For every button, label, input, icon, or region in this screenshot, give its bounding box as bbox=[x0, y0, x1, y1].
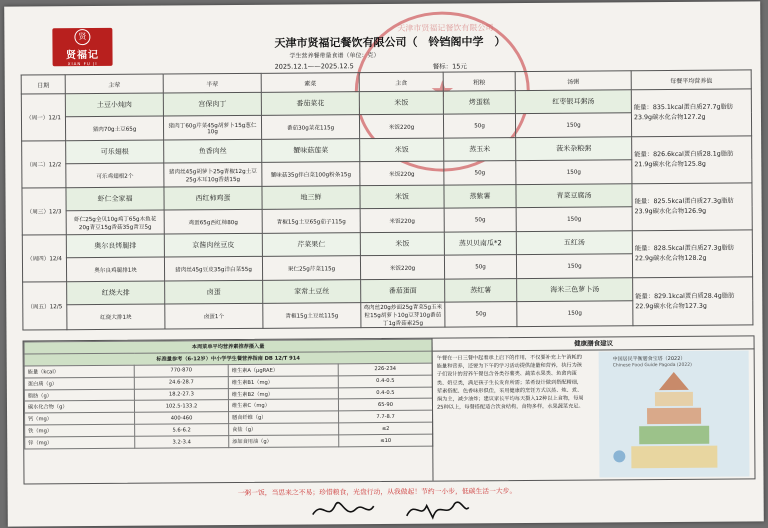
col-veg: 素菜 bbox=[261, 73, 359, 93]
menu-sheet bbox=[4, 1, 764, 526]
nutrient-value: 0.4-0.5 bbox=[338, 387, 432, 400]
menu-day-row bbox=[22, 136, 752, 164]
nutrient-value: ≤10 bbox=[339, 434, 433, 447]
veg-weight: 果仁25g芹菜115g bbox=[262, 256, 360, 281]
day-label: （周三）12/3 bbox=[22, 188, 66, 235]
nutrition-standard: 标准量参考（6-12岁）中小学学生餐营养指南 DB 12/T 914 bbox=[24, 351, 432, 366]
grain-dish: 烤蛋糕 bbox=[443, 91, 515, 115]
meal-price: 餐标：15元 bbox=[432, 62, 467, 71]
logo-mark-icon: 贤 bbox=[74, 29, 90, 45]
veg-weight: 青椒15g土豆丝115g bbox=[263, 303, 361, 329]
nutrient-value: 5.6-6.2 bbox=[135, 424, 229, 437]
soup-dish: 菠米杂粮粥 bbox=[516, 137, 632, 161]
veg-dish: 地三鲜 bbox=[262, 186, 360, 210]
nutrient-value: 18.2-27.3 bbox=[134, 388, 228, 401]
main-weight: 奥尔良鸡腿排1块 bbox=[66, 257, 164, 282]
seal-text: 天津市贤福记餐饮有限公司 bbox=[397, 23, 494, 33]
staple-dish: 米饭 bbox=[360, 185, 444, 209]
pagoda-title: 中国居民平衡膳食宝塔（2022） bbox=[612, 355, 686, 363]
grain-dish: 蒸红薯 bbox=[445, 279, 517, 303]
soup-dish: 五红汤 bbox=[516, 231, 632, 255]
main-weight: 红烧大排1块 bbox=[67, 304, 165, 330]
grain-weight: 50g bbox=[444, 161, 516, 186]
grain-weight: 50g bbox=[444, 208, 516, 233]
soup-weight: 150g bbox=[516, 207, 632, 232]
main-dish: 虾仁全家福 bbox=[66, 187, 164, 211]
nutrient-label: 维生素C（mg） bbox=[228, 399, 338, 412]
menu-subtitle: 学生营养餐带量食谱（单位：克） bbox=[289, 52, 380, 60]
nutrient-value: 226-234 bbox=[338, 363, 432, 376]
half-dish: 京酱肉丝豆皮 bbox=[164, 233, 262, 257]
nutrient-value: 65-90 bbox=[338, 399, 432, 412]
menu-day-row bbox=[22, 183, 752, 211]
weekly-menu-table bbox=[21, 69, 754, 330]
veg-weight: 蟹味菇35g拌白菜100g粉条15g bbox=[262, 162, 360, 187]
grain-weight: 50g bbox=[444, 255, 516, 280]
half-dish: 宫保肉丁 bbox=[163, 92, 261, 116]
veg-dish: 家常土豆丝 bbox=[263, 280, 361, 304]
nutrient-value: 7.7-8.7 bbox=[339, 411, 433, 424]
half-dish: 鱼香肉丝 bbox=[164, 139, 262, 163]
signature-1 bbox=[308, 494, 378, 524]
grain-weight: 50g bbox=[445, 302, 517, 328]
nutrition-section bbox=[23, 335, 756, 484]
menu-day-row bbox=[21, 89, 751, 117]
food-pagoda-image bbox=[599, 350, 750, 477]
logo-name: 贤福记 bbox=[65, 49, 100, 61]
col-date: 日期 bbox=[21, 75, 65, 94]
day-label: （周一）12/1 bbox=[21, 94, 65, 141]
nutrient-label: 能量（kcal） bbox=[24, 365, 134, 378]
day-label: （周五）12/5 bbox=[23, 282, 67, 330]
main-weight: 可乐鸡翅根2个 bbox=[66, 163, 164, 188]
pagoda-subtitle: Chinese Food Guide Pagoda (2022) bbox=[612, 362, 692, 369]
main-dish: 可乐翅根 bbox=[66, 140, 164, 164]
nutrition-table bbox=[24, 339, 434, 450]
nutrient-value: 102.5-133.2 bbox=[134, 400, 228, 413]
nutrient-value: 770-870 bbox=[134, 364, 228, 377]
signature-2 bbox=[403, 493, 473, 523]
staple-weight: 米饭220g bbox=[360, 255, 444, 280]
staple-dish: 番茄蛋面 bbox=[361, 279, 445, 303]
nutrient-label: 食盐（g） bbox=[229, 423, 339, 436]
company-logo bbox=[52, 28, 112, 66]
nutrient-value: ≤2 bbox=[339, 422, 433, 435]
nutrient-row bbox=[25, 434, 433, 449]
col-soup: 汤粥 bbox=[515, 71, 631, 91]
nutrient-value: 400-460 bbox=[135, 412, 229, 425]
veg-weight: 番茄30g菜花115g bbox=[261, 115, 359, 140]
day-label: （周二）12/2 bbox=[22, 141, 66, 188]
meal-average: 能量：825.5kcal蛋白质27.3g脂肪23.9g碳水化合物126.9g bbox=[632, 183, 752, 231]
staple-weight: 米饭220g bbox=[360, 208, 444, 233]
logo-sub: XIAN FU JI bbox=[67, 60, 98, 66]
main-dish: 奥尔良烤腿排 bbox=[66, 234, 164, 258]
nutrient-label: 维生素B2（mg） bbox=[228, 387, 338, 400]
staple-dish: 米饭 bbox=[359, 91, 443, 115]
staple-dish: 米饭 bbox=[360, 138, 444, 162]
day-label: （周四）12/4 bbox=[22, 235, 66, 282]
main-weight: 虾仁25g全贝10g鸡丁65g木鱼花20g青豆15g香菇35g青豆5g bbox=[66, 210, 164, 235]
main-dish: 红烧大排 bbox=[67, 281, 165, 305]
col-grain: 粗粮 bbox=[443, 72, 515, 92]
soup-weight: 150g bbox=[517, 301, 633, 327]
staple-weight: 米饭220g bbox=[359, 114, 443, 139]
nutrient-value: 0.4-0.5 bbox=[338, 375, 432, 388]
meal-average: 能量：826.6kcal蛋白质28.1g脂肪21.9g碳水化合物125.8g bbox=[632, 136, 752, 184]
nutrient-value: 3.2-3.4 bbox=[135, 436, 229, 449]
nutrient-label: 蛋白质（g） bbox=[24, 377, 134, 390]
soup-dish: 青菜豆腐汤 bbox=[516, 184, 632, 208]
meal-average: 能量：835.1kcal蛋白质27.7g脂肪23.9g碳水化合物127.2g bbox=[631, 89, 751, 137]
grain-dish: 蒸紫薯 bbox=[444, 185, 516, 209]
col-staple: 主食 bbox=[359, 72, 443, 92]
veg-dish: 芹菜果仁 bbox=[262, 233, 360, 257]
grain-weight: 50g bbox=[443, 114, 515, 139]
nutrient-label: 维生素B1（mg） bbox=[228, 375, 338, 388]
col-main: 主荤 bbox=[65, 74, 163, 94]
nutrient-label: 脂肪（g） bbox=[24, 389, 134, 402]
nutrient-label: 锌（mg） bbox=[25, 436, 135, 449]
menu-day-row bbox=[22, 230, 752, 258]
half-weight: 卤蛋1个 bbox=[165, 303, 263, 329]
advice-panel bbox=[432, 336, 756, 480]
advice-text: 午餐在一日三餐中起着承上启下的作用，不仅要补充上午消耗的能量和营养，还要为下午的学习活动提供能量和营养，执行为孩子们设计的营养午餐包含各类谷薯类、蔬菜水果类、鱼禽肉蛋类、奶豆类，满足孩子生长发育所需；菜肴设计做到搭配精细，荤素搭配、色香味形俱佳，采用健康的烹饪方式以蒸、炖、煮、焖为主，减少油炸；建议家长平均每天摄入12种以上食物，每周25种以上，每餐搭配适合饮食结构，食物多样，水果蔬菜充足。 bbox=[436, 354, 584, 411]
nutrient-label: 铁（mg） bbox=[25, 424, 135, 437]
advice-title: 健康膳食建议 bbox=[433, 336, 755, 351]
veg-weight: 青椒15g土豆65g茄子115g bbox=[262, 209, 360, 234]
half-weight: 猪肉丝45g胡萝卜25g青椒12g土豆25g木耳10g香菇15g bbox=[164, 162, 262, 187]
staple-weight: 鸡肉丝20g炒面25g青菜5g玉米粒15g胡萝卜10g豆芽10g番茄丁1g香菇素25g bbox=[361, 302, 445, 328]
half-weight: 猪肉丝45g豆皮35g洋白菜55g bbox=[164, 256, 262, 281]
nutrient-label: 添加食用油（g） bbox=[229, 435, 339, 448]
nutrient-label: 碳水化合物（g） bbox=[24, 401, 134, 414]
nutrient-label: 钙（mg） bbox=[25, 413, 135, 426]
nutrient-label: 膳食纤维（g） bbox=[229, 411, 339, 424]
menu-period: 2025.12.1——2025.12.5 bbox=[274, 62, 354, 71]
col-avg: 每餐平均营养值 bbox=[631, 70, 751, 90]
meal-average: 能量：829.1kcal蛋白质28.4g脂肪22.9g碳水化合物127.3g bbox=[633, 277, 753, 326]
nutrient-value: 24.6-28.7 bbox=[134, 376, 228, 389]
soup-weight: 150g bbox=[516, 160, 632, 185]
pagoda-icon bbox=[599, 367, 750, 473]
footer-slogan: 一粥一饭，当思来之不易；珍惜粮食，光盘行动，从我做起！节约一小步，低碳生活一大步。 bbox=[237, 487, 517, 498]
menu-day-row bbox=[23, 277, 753, 305]
staple-weight: 米饭220g bbox=[360, 161, 444, 186]
soup-dish: 海米三色萝卜汤 bbox=[517, 278, 633, 302]
col-half: 半荤 bbox=[163, 73, 261, 93]
grain-dish: 蒸玉米 bbox=[444, 138, 516, 162]
staple-dish: 米饭 bbox=[360, 232, 444, 256]
veg-dish: 番茄菜花 bbox=[261, 92, 359, 116]
half-weight: 鸡蛋65g西红柿80g bbox=[164, 209, 262, 234]
soup-dish: 红枣银耳粥汤 bbox=[515, 90, 631, 114]
nutrition-title: 本周菜单平均营养素推荐摄入量 bbox=[24, 339, 432, 354]
half-dish: 卤蛋 bbox=[165, 280, 263, 304]
soup-weight: 150g bbox=[515, 113, 631, 138]
half-dish: 西红柿鸡蛋 bbox=[164, 186, 262, 210]
grain-dish: 蒸贝贝南瓜*2 bbox=[444, 232, 516, 256]
half-weight: 猪肉丁60g芹菜45g胡萝卜15g葱仁10g bbox=[163, 115, 261, 140]
soup-weight: 150g bbox=[516, 254, 632, 279]
veg-dish: 蟹味菇莲菜 bbox=[262, 139, 360, 163]
main-dish: 土豆小炖肉 bbox=[65, 93, 163, 117]
meal-average: 能量：828.5kcal蛋白质27.3g脂肪22.9g碳水化合物128.2g bbox=[632, 230, 752, 278]
main-weight: 猪肉70g土豆65g bbox=[65, 116, 163, 141]
nutrient-label: 维生素A（μgRAE） bbox=[228, 364, 338, 377]
company-title: 天津市贤福记餐饮有限公司（ 铃铛阁中学 ） bbox=[274, 35, 506, 50]
